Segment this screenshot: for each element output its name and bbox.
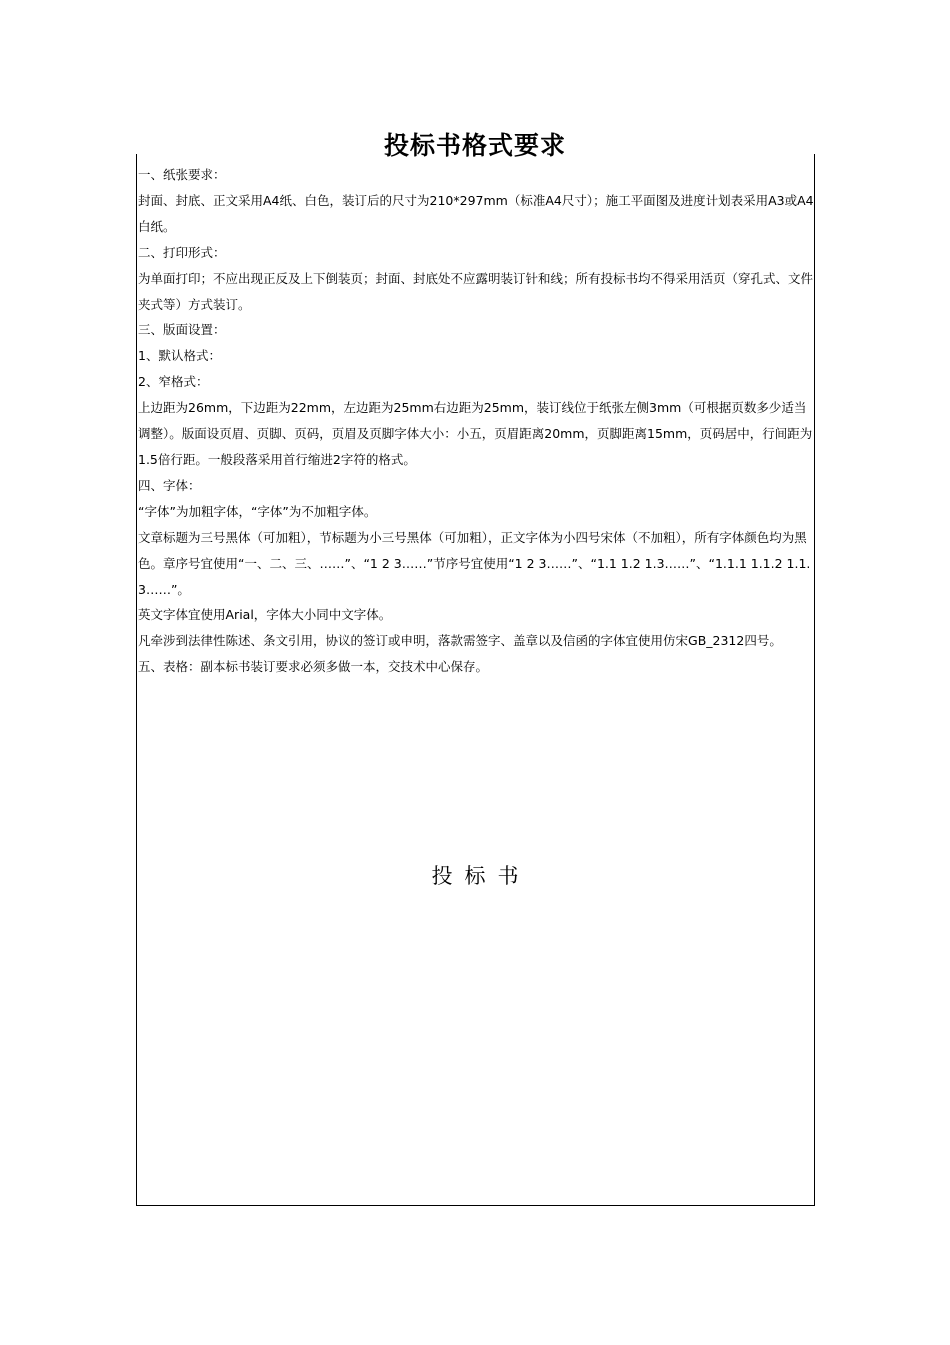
document-title: 投标书格式要求	[383, 131, 566, 160]
paragraph-margin-spec: 上边距为26mm，下边距为22mm，左边距为25mm右边距为25mm，装订线位于纸张左侧3mm（可根据页数多少适当调整）。版面设页眉、页脚、页码，页眉及页脚字体大小：小五，页眉距离20mm，页脚距离15mm，页码居中，行间距为1.5倍行距。一般段落采用首行缩进2字符的格式。	[138, 400, 813, 467]
paragraph-legal-font: 凡牵涉到法律性陈述、条文引用，协议的签订或申明，落款需签字、盖章以及信函的字体宜使用仿宋GB_2312四号。	[138, 633, 782, 649]
paragraph-english-font: 英文字体宜使用Arial，字体大小同中文字体。	[138, 607, 392, 623]
item-narrow-format: 2、窄格式：	[138, 374, 209, 390]
paragraph-paper-spec: 封面、封底、正文采用A4纸、白色，装订后的尺寸为210*297mm（标准A4尺寸）；施工平面图及进度计划表采用A3或A4白纸。	[138, 192, 814, 234]
section-heading-tables: 五、表格：副本标书装订要求必须多做一本，交技术中心保存。	[138, 659, 489, 675]
section-heading-printing: 二、打印形式：	[138, 244, 226, 260]
item-default-format: 1、默认格式：	[138, 348, 221, 364]
paragraph-font-note: “字体”为加粗字体，“字体”为不加粗字体。	[138, 503, 377, 519]
section-heading-layout: 三、版面设置：	[138, 322, 226, 338]
section-heading-paper: 一、纸张要求：	[138, 167, 226, 182]
paragraph-printing-spec: 为单面打印；不应出现正反及上下倒装页；封面、封底处不应露明装订针和线；所有投标书均不得采用活页（穿孔式、文件夹式等）方式装订。	[138, 270, 814, 312]
paragraph-font-spec: 文章标题为三号黑体（可加粗），节标题为小三号黑体（可加粗），正文字体为小四号宋体（不加粗），所有字体颜色均为黑色。章序号宜使用“一、二、三、……”、“1 2 3……”节序号宜使用“1 2 3……”、“1.1 1.2 1.3……”、“1.1.1 1.1.2 1.1.3……”。	[138, 529, 811, 597]
cover-title: 投标书	[431, 864, 531, 888]
document-body	[138, 162, 814, 680]
section-heading-fonts: 四、字体：	[138, 477, 201, 493]
